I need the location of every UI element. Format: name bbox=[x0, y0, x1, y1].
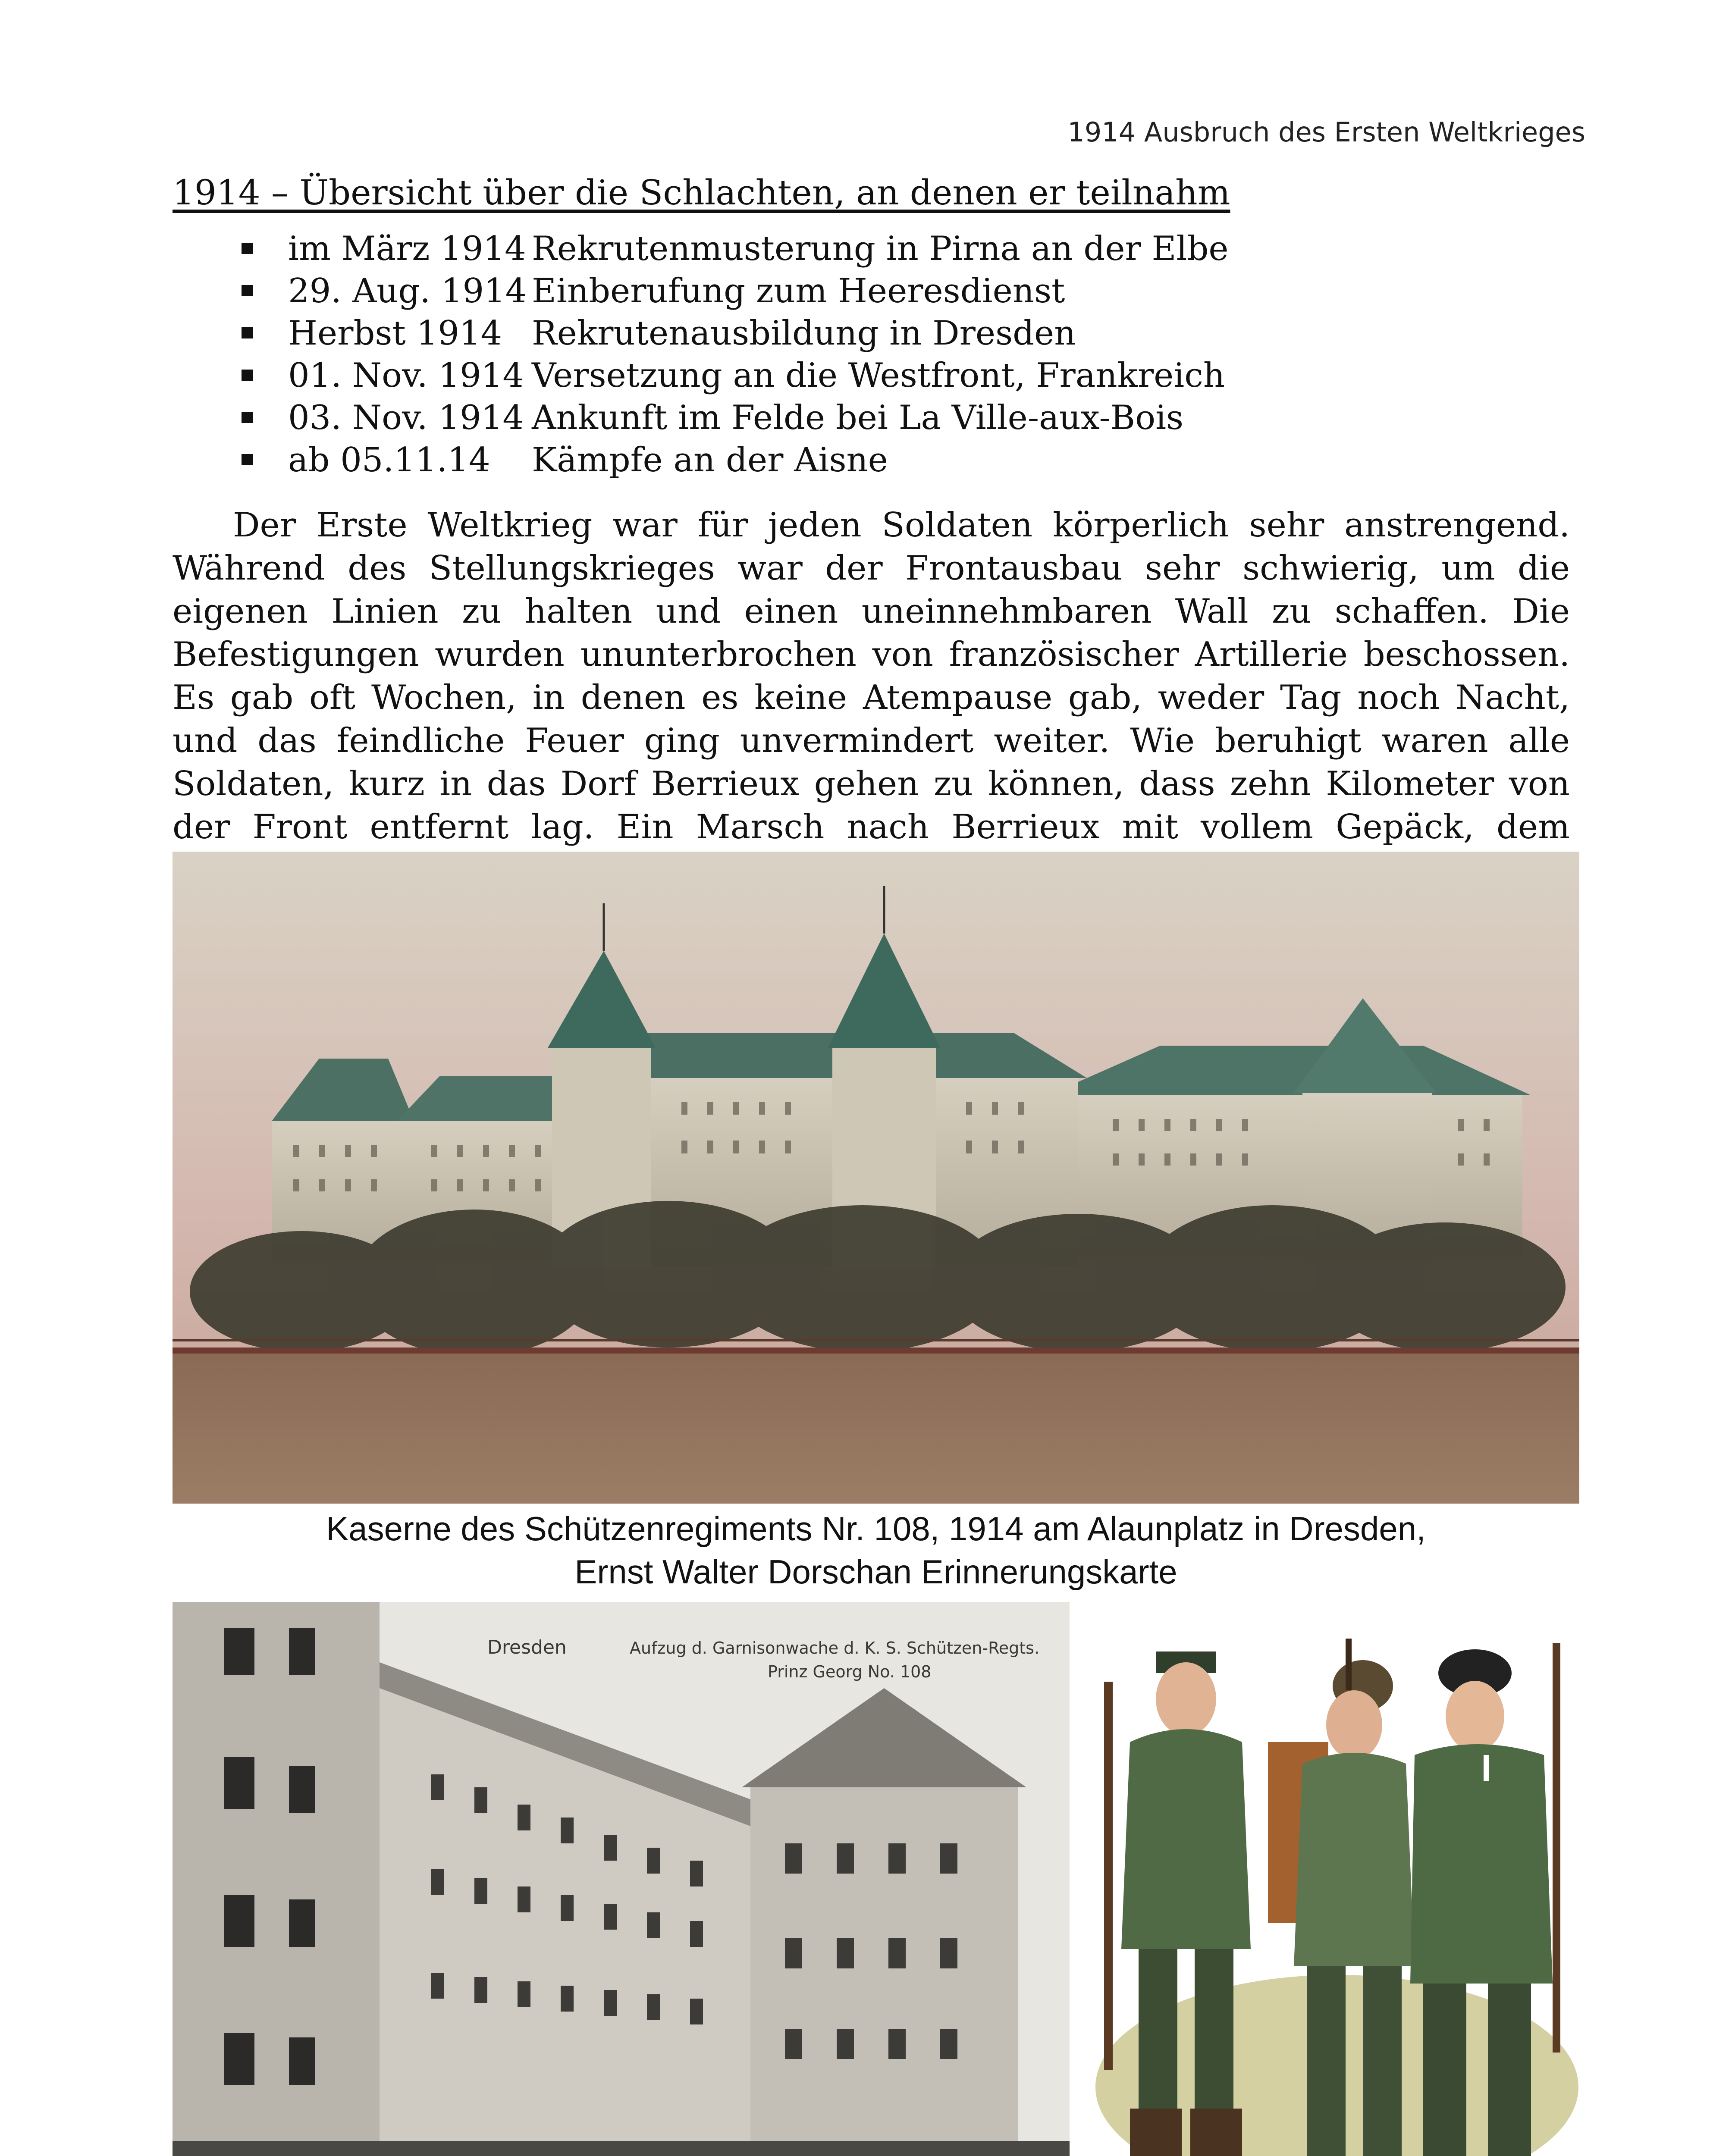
bullet-square-icon bbox=[242, 454, 253, 465]
section-heading: 1914 – Übersicht über die Schlachten, an denen er teilnahm bbox=[173, 172, 1230, 213]
event-text: Einberufung zum Heeresdienst bbox=[532, 272, 1065, 310]
event-text: Rekrutenausbildung in Dresden bbox=[532, 314, 1076, 353]
event-list bbox=[242, 228, 1229, 481]
bullet-square-icon bbox=[242, 370, 253, 381]
event-date: 29. Aug. 1914 bbox=[288, 272, 527, 310]
postcard-subtitle: Prinz Georg No. 108 bbox=[768, 1662, 932, 1681]
event-date: im März 1914 bbox=[288, 229, 526, 268]
bullet-square-icon bbox=[242, 243, 253, 254]
event-date: 01. Nov. 1914 bbox=[288, 356, 524, 395]
event-text: Rekrutenmusterung in Pirna an der Elbe bbox=[532, 229, 1229, 268]
barracks-photo bbox=[173, 852, 1579, 1504]
soldiers-illustration bbox=[1078, 1613, 1584, 2156]
postcard-city: Dresden bbox=[487, 1636, 567, 1658]
event-date: Herbst 1914 bbox=[288, 314, 502, 353]
caption-line: Ernst Walter Dorschan Erinnerungskarte bbox=[574, 1553, 1177, 1591]
list-item bbox=[242, 354, 1229, 397]
running-header: 1914 Ausbruch des Ersten Weltkrieges bbox=[1067, 116, 1585, 148]
event-text: Kämpfe an der Aisne bbox=[532, 441, 888, 479]
guard-parade-photo bbox=[173, 1602, 1070, 2156]
list-item bbox=[242, 228, 1229, 270]
list-item bbox=[242, 397, 1229, 439]
figure-caption bbox=[173, 1507, 1579, 1593]
paragraph-text: Der Erste Weltkrieg war für jeden Soldaten körperlich sehr anstrengend. Während des Stellungskrieges war der Frontausbau sehr schwierig, um die eigenen Linien zu halten und einen uneinnehmbaren Wall zu schaffen. Die Befestigungen wurden ununterbrochen von französischer Artillerie beschossen. Es gab oft Wochen, in denen es keine Atempause gab, weder Tag noch Nacht, und das feindliche Feuer ging unvermindert weiter. Wie beruhigt waren alle Soldaten, kurz in das Dorf Berrieux gehen zu können, dass zehn Kilometer von der Front entfernt lag. Ein Marsch nach Berrieux mit vollem Gepäck, dem bbox=[173, 506, 1570, 846]
bullet-square-icon bbox=[242, 327, 253, 338]
event-text: Versetzung an die Westfront, Frankreich bbox=[532, 356, 1225, 395]
postcard-title: Aufzug d. Garnisonwache d. K. S. Schützen-Regts. bbox=[630, 1639, 1040, 1658]
event-date: 03. Nov. 1914 bbox=[288, 398, 524, 437]
bullet-square-icon bbox=[242, 412, 253, 423]
caption-line: Kaserne des Schützenregiments Nr. 108, 1914 am Alaunplatz in Dresden, bbox=[326, 1510, 1426, 1548]
event-date: ab 05.11.14 bbox=[288, 441, 490, 479]
list-item bbox=[242, 439, 1229, 481]
list-item bbox=[242, 270, 1229, 312]
list-item bbox=[242, 312, 1229, 354]
event-text: Ankunft im Felde bei La Ville-aux-Bois bbox=[532, 398, 1184, 437]
bullet-square-icon bbox=[242, 285, 253, 296]
